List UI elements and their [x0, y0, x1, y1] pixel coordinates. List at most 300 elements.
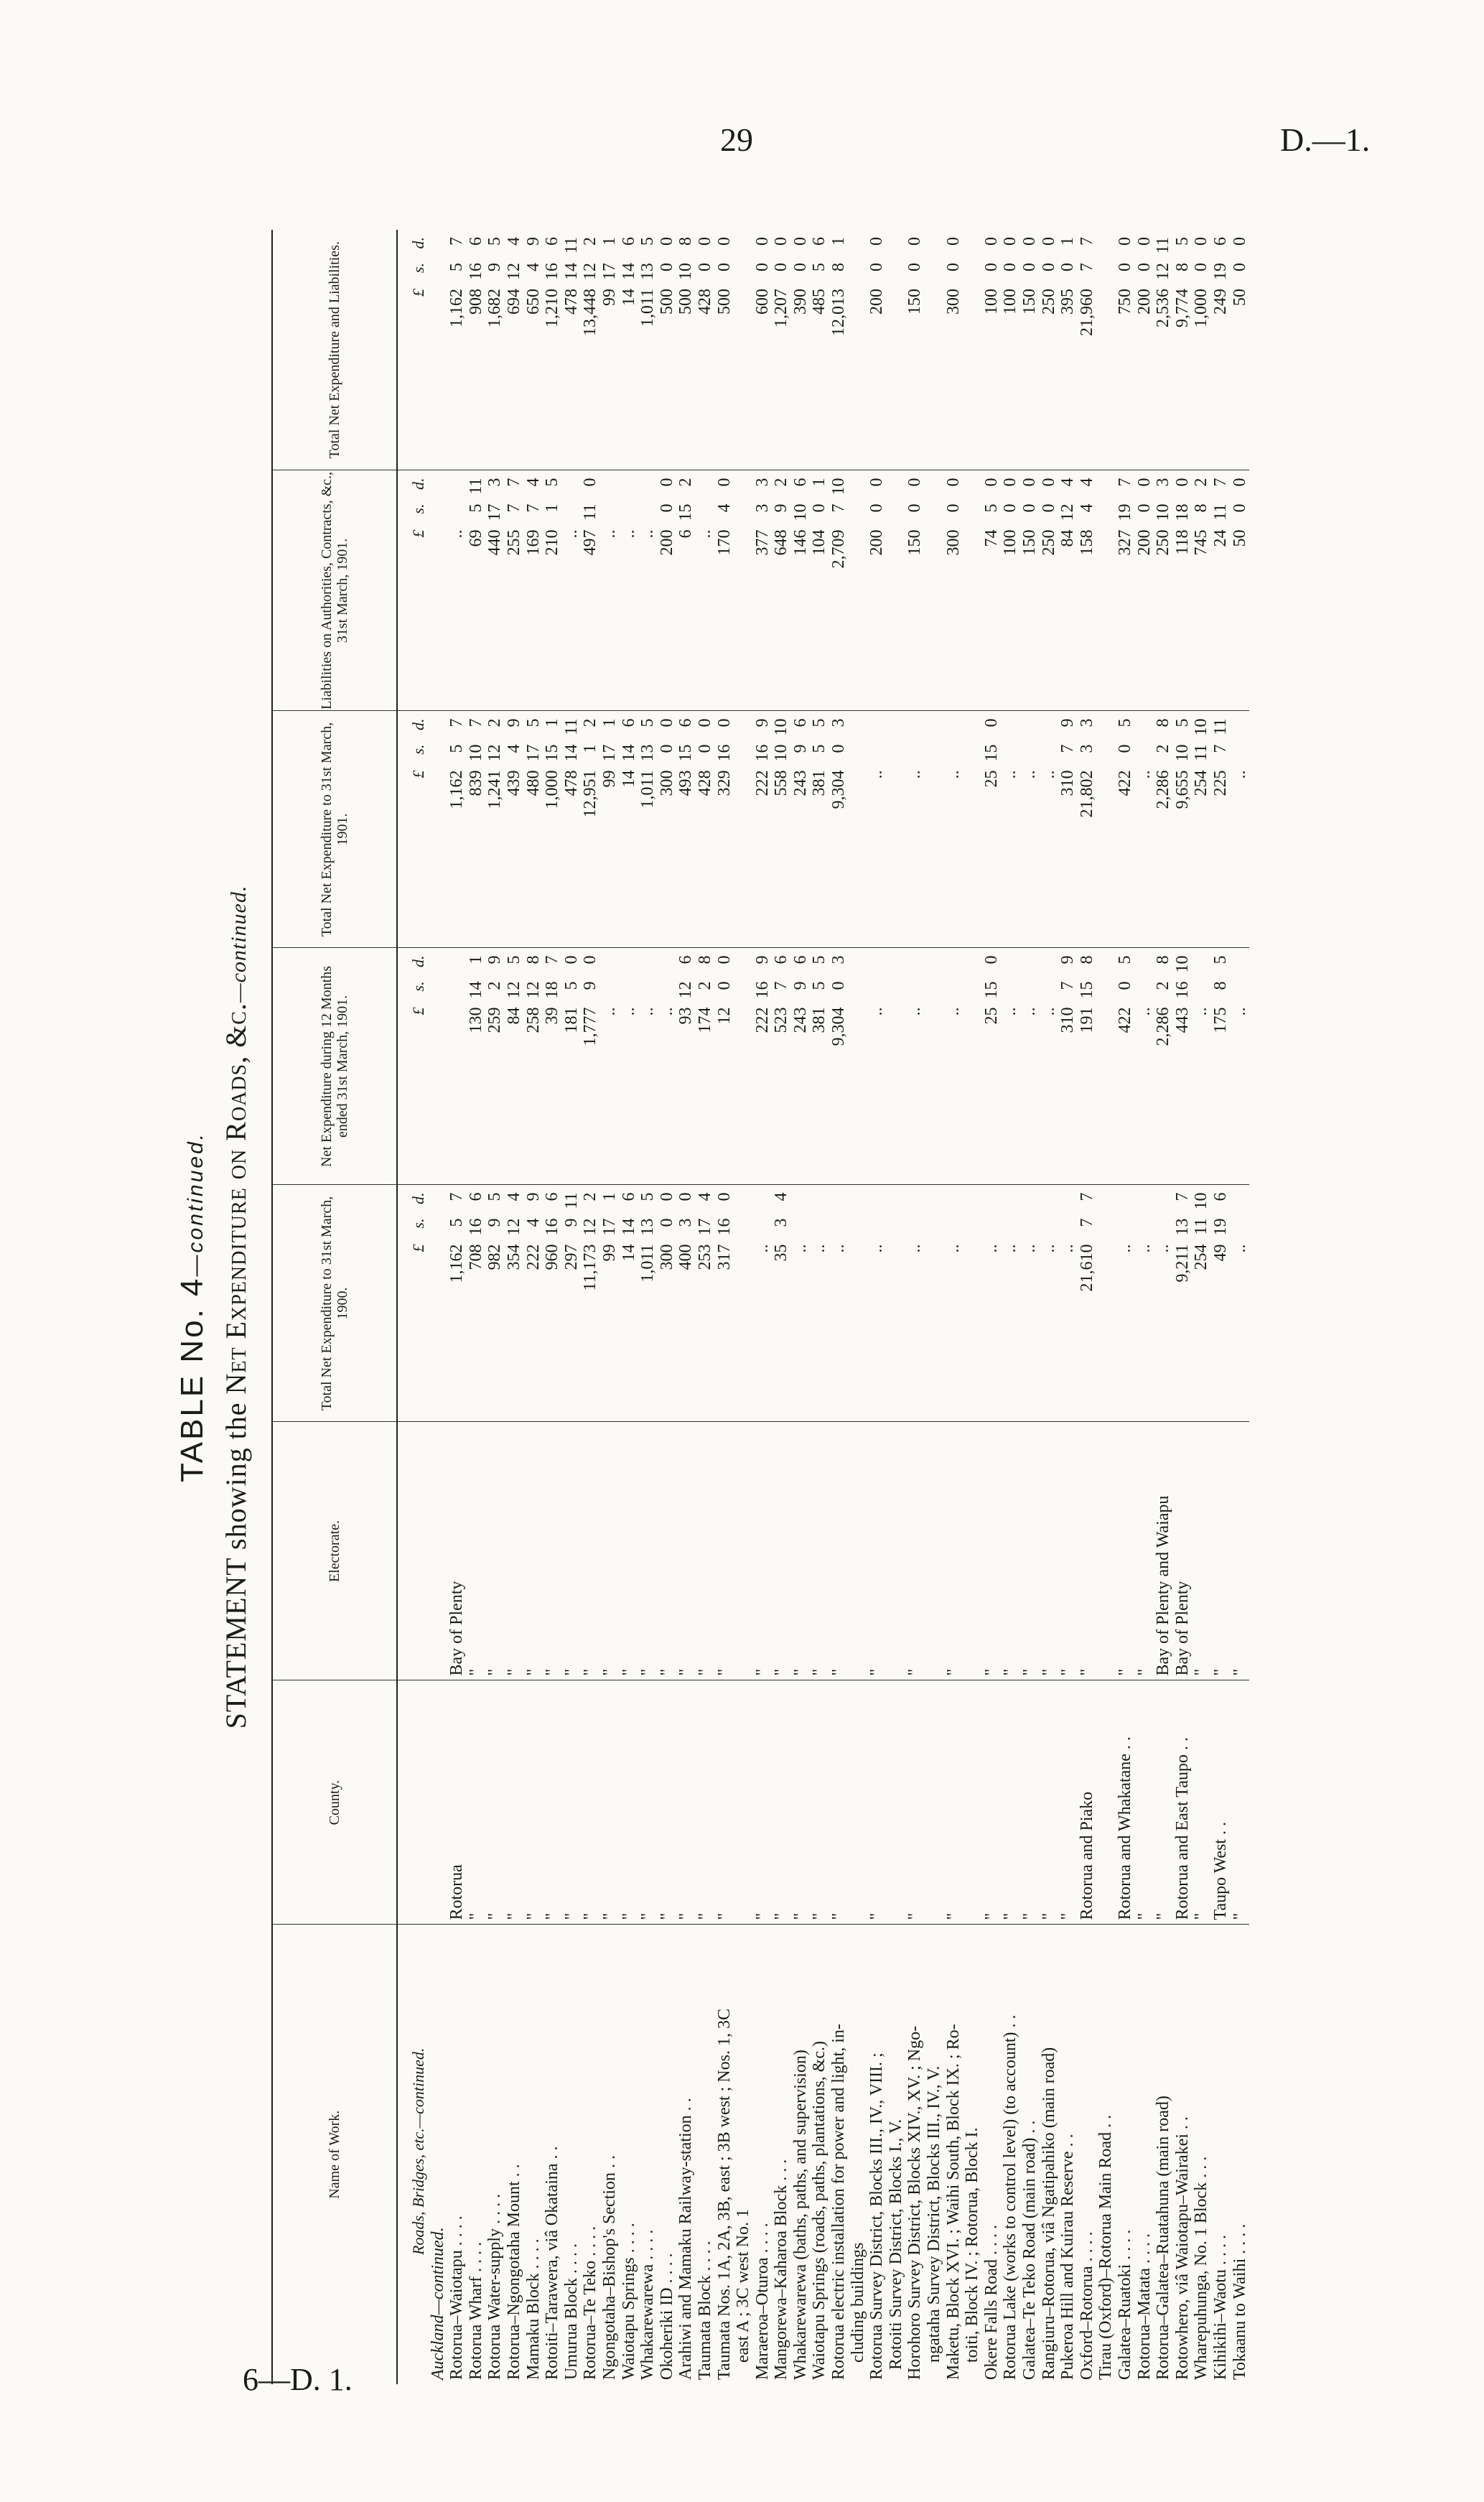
amount-shillings: 0 [943, 263, 963, 271]
work-name: Rotorua–Waiotapu . . . . [447, 2215, 467, 2380]
amount-cell-liab [829, 470, 849, 711]
amount-pence: 0 [581, 478, 600, 487]
amount-pounds: 150 [1020, 289, 1039, 315]
amount-shillings: 19 [1210, 1218, 1230, 1236]
amount-cell-net [447, 948, 467, 1185]
amount-pounds: 250 [1039, 289, 1058, 315]
amount-cell-liab [982, 470, 1002, 711]
table-row [1001, 230, 1020, 2384]
amount-pence [905, 956, 925, 982]
unit-pounds: £ [409, 1007, 427, 1015]
amount-pence [600, 478, 620, 504]
amount-shillings: 17 [599, 1218, 619, 1236]
amount-pence: 0 [714, 955, 734, 964]
amount-pounds: 500 [676, 289, 696, 315]
amount-cell-liab [925, 470, 944, 711]
electorate-cell [963, 1422, 982, 1680]
amount-cell-tot [562, 230, 582, 470]
unit-shillings: s. [409, 263, 427, 274]
amount-pence: 0 [657, 478, 676, 487]
amount-shillings: 2 [695, 981, 714, 990]
amount-shillings: 0 [772, 263, 791, 271]
amount-cell-net [867, 948, 887, 1185]
amount-pence: 5 [638, 1192, 658, 1201]
amount-pence: 0 [1192, 237, 1211, 246]
amount-cell-tot [696, 230, 715, 470]
amount-pence: 7 [1210, 478, 1230, 487]
work-name: Tokaanu to Waihi . . . . [1230, 2223, 1249, 2380]
amount-cell-t1901 [715, 711, 734, 948]
amount-pounds: 250 [1154, 529, 1173, 556]
amount-cell-t1900 [1154, 1185, 1173, 1422]
table-row [1211, 230, 1231, 2384]
amount-shillings: 16 [543, 263, 562, 280]
amount-cell-t1901 [1211, 711, 1231, 948]
amount-pounds: 255 [504, 529, 523, 556]
amount-pence [600, 956, 620, 982]
amount-pounds: 12,013 [829, 289, 849, 336]
work-name: Rotorua–Te Teko . . . . [581, 2226, 600, 2380]
amount-cell-t1900 [1020, 1185, 1040, 1422]
electorate-cell: " [581, 1422, 600, 1680]
work-name: Wharepuhunga, No. 1 Block . . . [1192, 2156, 1211, 2380]
amount-shillings: 4 [523, 1218, 543, 1227]
amount-pence [791, 1193, 811, 1219]
amount-pounds: 500 [714, 289, 734, 315]
electorate-cell: " [791, 1422, 811, 1680]
county-cell: " [867, 1680, 887, 1925]
amount-shillings: 0 [695, 263, 714, 271]
amount-pence: 0 [1039, 478, 1058, 487]
unit-shillings: s. [409, 503, 427, 514]
amount-shillings [1001, 745, 1020, 771]
table-row [485, 230, 505, 2384]
amount-pence: 6 [676, 955, 696, 964]
amount-shillings: 12 [485, 744, 505, 762]
amount-shillings [600, 982, 620, 1008]
table-row [676, 230, 696, 2384]
amount-pence: 9 [752, 955, 772, 964]
amount-cell-t1901 [1231, 711, 1250, 948]
amount-cell-t1900 [944, 1185, 963, 1422]
amount-shillings: 8 [1172, 263, 1192, 271]
amount-cell-t1900 [1040, 1185, 1059, 1422]
electorate-cell: " [1116, 1422, 1135, 1680]
amount-cell-t1900 [1192, 1185, 1211, 1422]
amount-pounds: .. [1230, 1244, 1249, 1253]
amount-pence: 6 [466, 1192, 485, 1201]
work-name: Mamaku Block . . . . [523, 2238, 543, 2380]
amount-shillings: 16 [752, 744, 772, 762]
amount-pounds: 381 [810, 770, 829, 796]
amount-pence: 1 [599, 718, 619, 727]
work-name: Taumata Block . . . . [695, 2241, 714, 2380]
amount-cell-liab [1040, 470, 1059, 711]
amount-cell-tot [925, 230, 944, 470]
amount-shillings: 7 [1058, 744, 1078, 753]
amount-pounds: 210 [543, 529, 562, 556]
amount-shillings [562, 504, 582, 530]
amount-pence [562, 478, 582, 504]
amount-cell-net [753, 948, 773, 1185]
electorate-cell: " [1231, 1422, 1250, 1680]
amount-pence [867, 1193, 887, 1219]
amount-cell-t1901 [447, 711, 467, 948]
amount-pence: 0 [1001, 237, 1020, 246]
amount-shillings: 0 [1058, 263, 1078, 271]
table-row [638, 230, 658, 2384]
amount-cell-liab [887, 470, 906, 711]
amount-pounds: 310 [1058, 1007, 1078, 1033]
amount-pounds: 174 [695, 1007, 714, 1033]
amount-pence [1020, 956, 1040, 982]
amount-shillings [944, 745, 963, 771]
amount-cell-liab [1096, 470, 1116, 711]
amount-cell-liab [562, 470, 582, 711]
amount-pence: 0 [867, 237, 887, 246]
county-cell: " [1135, 1680, 1154, 1925]
amount-pounds: 694 [504, 289, 523, 315]
work-name: east A ; 3C west No. 1 [734, 2209, 753, 2363]
amount-pence: 9 [523, 1192, 543, 1201]
amount-pounds: 93 [676, 1007, 696, 1025]
amount-pence: 6 [810, 237, 829, 246]
footer-reference: 6—D. 1. [243, 2362, 353, 2397]
col-name-header: Name of Work. [272, 1925, 397, 2384]
amount-shillings: 9 [485, 263, 505, 271]
col-liabilities-header: Liabilities on Authorities, Contracts, &c., 31st March, 1901. [272, 470, 397, 711]
amount-shillings: 1 [581, 744, 600, 753]
amount-shillings: 11 [1192, 744, 1211, 761]
amount-shillings: 7 [1058, 981, 1078, 990]
electorate-cell: " [982, 1422, 1002, 1680]
amount-pence: 5 [1172, 237, 1192, 246]
amount-pence: 11 [466, 478, 485, 495]
amount-pence: 6 [676, 718, 696, 727]
amount-pence: 0 [657, 718, 676, 727]
amount-shillings [1231, 745, 1250, 771]
table-row [1078, 230, 1097, 2384]
amount-shillings: 0 [1039, 503, 1058, 513]
table-row [658, 230, 677, 2384]
electorate-cell: " [1211, 1422, 1231, 1680]
amount-shillings: 0 [1115, 263, 1134, 271]
amount-shillings: 0 [867, 503, 887, 513]
electorate-cell [734, 1422, 753, 1680]
amount-cell-t1900 [467, 1185, 486, 1422]
amount-cell-tot [905, 230, 925, 470]
amount-shillings: 14 [561, 263, 581, 280]
work-name: Rotowhero, viâ Waiotapu–Wairakei . . [1172, 2116, 1192, 2380]
amount-cell-t1901 [734, 711, 753, 948]
table-row [581, 230, 600, 2384]
county-cell: " [905, 1680, 925, 1925]
amount-cell-t1900 [505, 1185, 524, 1422]
amount-cell-tot [887, 230, 906, 470]
electorate-cell [1096, 1422, 1116, 1680]
amount-shillings: 15 [981, 744, 1001, 762]
amount-shillings: 11 [1210, 503, 1230, 521]
amount-cell-liab [867, 470, 887, 711]
amount-pence: 9 [504, 718, 523, 727]
amount-cell-t1901 [829, 711, 849, 948]
amount-shillings: 9 [772, 503, 791, 513]
amount-pence: 0 [752, 237, 772, 246]
amount-pounds: 395 [1058, 289, 1078, 315]
amount-pence: 7 [543, 955, 562, 964]
amount-pence: 4 [695, 1192, 714, 1201]
amount-pence [1020, 1193, 1040, 1219]
amount-shillings: 5 [466, 503, 485, 513]
amount-pounds: 258 [523, 1007, 543, 1033]
amount-pence: 1 [466, 955, 485, 964]
amount-pounds: .. [1020, 1244, 1039, 1253]
amount-cell-t1900 [1096, 1185, 1116, 1422]
table-row [1231, 230, 1250, 2384]
amount-pounds: 6 [676, 529, 696, 539]
amount-pence: 5 [1210, 955, 1230, 964]
work-name: ngataha Survey District, Blocks III., IV., V. [925, 2065, 944, 2363]
amount-pounds: 1,000 [1192, 289, 1211, 327]
work-name: Waiotapu Springs . . . . [619, 2223, 638, 2380]
amount-cell-net [849, 948, 868, 1185]
amount-shillings [1135, 1219, 1154, 1245]
amount-pounds: 478 [561, 289, 581, 315]
amount-pence: 2 [581, 1192, 600, 1201]
amount-pence [638, 956, 658, 982]
amount-pence [1040, 719, 1059, 745]
amount-pounds: 100 [1001, 289, 1020, 315]
amount-shillings: 3 [752, 503, 772, 513]
amount-pence: 4 [772, 1192, 791, 1201]
county-cell: Rotorua and Piako [1078, 1680, 1097, 1925]
county-cell [887, 1680, 906, 1925]
amount-pence: 0 [1230, 478, 1249, 487]
amount-cell-t1900 [562, 1185, 582, 1422]
county-cell [849, 1680, 868, 1925]
amount-pence: 3 [752, 478, 772, 487]
amount-pence: 0 [1020, 478, 1039, 487]
amount-cell-net [467, 948, 486, 1185]
amount-pence: 6 [619, 1192, 638, 1201]
amount-cell-t1901 [524, 711, 543, 948]
amount-cell-t1901 [485, 711, 505, 948]
amount-pounds: 13,448 [581, 289, 600, 336]
amount-pence: 7 [504, 478, 523, 487]
page-number: 29 [720, 121, 753, 158]
amount-pounds: .. [867, 1007, 887, 1016]
amount-cell-liab [753, 470, 773, 711]
amount-shillings: 18 [543, 981, 562, 999]
amount-cell-liab [1154, 470, 1173, 711]
col-total-1900-header: Total Net Expenditure to 31st March, 1900. [272, 1185, 397, 1422]
amount-pence: 7 [447, 237, 467, 246]
amount-cell-net [1135, 948, 1154, 1185]
amount-pounds: 1,241 [485, 770, 505, 809]
amount-pounds: 225 [1210, 770, 1230, 796]
amount-cell-tot [810, 230, 829, 470]
county-cell: " [1231, 1680, 1250, 1925]
subtitle-suffix: —continued. [227, 885, 251, 1003]
amount-shillings [867, 745, 887, 771]
amount-pence: 6 [543, 237, 562, 246]
county-cell [1096, 1680, 1116, 1925]
amount-pounds: .. [1058, 1244, 1078, 1253]
amount-cell-liab [1001, 470, 1020, 711]
amount-pence [1040, 956, 1059, 982]
amount-cell-t1900 [620, 1185, 639, 1422]
amount-cell-t1900 [791, 1185, 811, 1422]
electorate-cell: " [810, 1422, 829, 1680]
electorate-cell: " [905, 1422, 925, 1680]
col-total-1901-header: Total Net Expenditure to 31st March, 1901. [272, 711, 397, 948]
amount-pence: 0 [695, 237, 714, 246]
unit-shillings: s. [409, 744, 427, 755]
amount-cell-tot [753, 230, 773, 470]
amount-pence: 6 [1210, 1192, 1230, 1201]
amount-pounds: 960 [543, 1244, 562, 1270]
electorate-cell: Bay of Plenty and Waiapu [1154, 1422, 1173, 1680]
amount-shillings: 0 [1230, 503, 1249, 513]
amount-shillings: 7 [1077, 1218, 1096, 1227]
amount-shillings [867, 982, 887, 1008]
electorate-cell: " [944, 1422, 963, 1680]
amount-shillings: 13 [638, 1218, 658, 1236]
amount-cell-tot [829, 230, 849, 470]
amount-pounds: 21,610 [1077, 1244, 1096, 1292]
amount-cell-tot [772, 230, 791, 470]
amount-pounds: .. [905, 1007, 925, 1016]
amount-cell-liab [658, 470, 677, 711]
amount-shillings [638, 982, 658, 1008]
amount-shillings: 0 [1039, 263, 1058, 271]
amount-pence: 5 [523, 718, 543, 727]
amount-cell-t1900 [581, 1185, 600, 1422]
amount-cell-t1900 [715, 1185, 734, 1422]
work-name: Taumata Nos. 1A, 2A, 3B, east ; 3B west ; Nos. 1, 3C [714, 2009, 734, 2380]
amount-cell-t1901 [925, 711, 944, 948]
amount-pounds: 49 [1210, 1244, 1230, 1262]
header-row [272, 230, 397, 2384]
amount-shillings: 4 [504, 744, 523, 753]
amount-pence [1135, 1193, 1154, 1219]
amount-shillings [1040, 745, 1059, 771]
amount-pence: 0 [943, 478, 963, 487]
work-name: Okoheriki ID . . . . [657, 2253, 676, 2380]
table-row [524, 230, 543, 2384]
amount-cell-net [1154, 948, 1173, 1185]
amount-pounds: 480 [523, 770, 543, 796]
amount-pounds: .. [1020, 1007, 1039, 1016]
amount-pounds: 100 [1001, 529, 1020, 556]
amount-pounds: 558 [772, 770, 791, 796]
amount-shillings: 7 [1077, 263, 1096, 271]
amount-pence: 0 [943, 237, 963, 246]
amount-cell-tot [1040, 230, 1059, 470]
amount-cell-t1900 [1135, 1185, 1154, 1422]
unit-pounds: £ [409, 529, 427, 538]
amount-pounds: .. [829, 1244, 849, 1253]
amount-cell-t1901 [600, 711, 620, 948]
electorate-cell: " [1192, 1422, 1211, 1680]
amount-cell-liab [1116, 470, 1135, 711]
amount-shillings: 12 [676, 981, 696, 999]
unit-pence: d. [409, 1192, 427, 1204]
amount-pence [638, 478, 658, 504]
electorate-cell: " [1058, 1422, 1078, 1680]
electorate-cell: " [1001, 1422, 1020, 1680]
amount-shillings: 10 [772, 744, 791, 762]
amount-shillings [982, 1219, 1002, 1245]
amount-shillings: 0 [1192, 263, 1211, 271]
amount-pence: 6 [790, 718, 810, 727]
amount-pounds: 170 [714, 529, 734, 556]
amount-pounds: 222 [523, 1244, 543, 1270]
amount-pence: 1 [829, 237, 849, 246]
table-row [905, 230, 925, 2384]
amount-cell-t1901 [1173, 711, 1193, 948]
amount-pence: 11 [1154, 237, 1173, 254]
amount-shillings: 5 [810, 744, 829, 753]
amount-cell-liab [734, 470, 753, 711]
amount-pence [1001, 1193, 1020, 1219]
county-cell: " [715, 1680, 734, 1925]
amount-pence: 0 [981, 478, 1001, 487]
amount-pounds: 478 [561, 770, 581, 796]
amount-pence: 0 [714, 718, 734, 727]
work-name: Kihikihi–Waotu . . . . [1210, 2234, 1230, 2380]
amount-pounds: 24 [1210, 529, 1230, 547]
amount-pounds: 390 [790, 289, 810, 315]
table-row [1058, 230, 1078, 2384]
amount-cell-t1900 [905, 1185, 925, 1422]
amount-shillings: 17 [599, 744, 619, 762]
amount-pence: 3 [485, 478, 505, 487]
amount-shillings: 15 [981, 981, 1001, 999]
county-cell: " [810, 1680, 829, 1925]
amount-pounds: 175 [1210, 1007, 1230, 1033]
amount-shillings: 2 [485, 981, 505, 990]
amount-cell-tot [524, 230, 543, 470]
amount-shillings: 4 [714, 503, 734, 513]
amount-cell-t1900 [982, 1185, 1002, 1422]
amount-pence: 6 [772, 955, 791, 964]
amount-cell-net [1116, 948, 1135, 1185]
amount-pence [829, 1193, 849, 1219]
amount-shillings: 12 [504, 981, 523, 999]
amount-pounds: 169 [523, 529, 543, 556]
amount-pence: 5 [1115, 955, 1134, 964]
amount-pence: 0 [695, 718, 714, 727]
amount-pounds: 400 [676, 1244, 696, 1270]
work-name: Rotorua–Galatea–Ruatahuna (main road) [1154, 2096, 1173, 2380]
amount-pence [905, 1193, 925, 1219]
amount-cell-liab [963, 470, 982, 711]
amount-cell-net [982, 948, 1002, 1185]
document-reference: D.—1. [1280, 121, 1371, 158]
amount-shillings: 5 [447, 1218, 467, 1227]
amount-pounds: 310 [1058, 770, 1078, 796]
amount-shillings: 0 [657, 263, 676, 271]
amount-shillings: 14 [466, 981, 485, 999]
amount-cell-t1901 [505, 711, 524, 948]
work-name: Rotorua Survey District, Blocks III., IV., VIII. ; [867, 2052, 887, 2380]
amount-cell-tot [1078, 230, 1097, 470]
amount-cell-liab [772, 470, 791, 711]
amount-cell-net [963, 948, 982, 1185]
amount-pence [447, 478, 467, 504]
amount-pence: 0 [981, 718, 1001, 727]
